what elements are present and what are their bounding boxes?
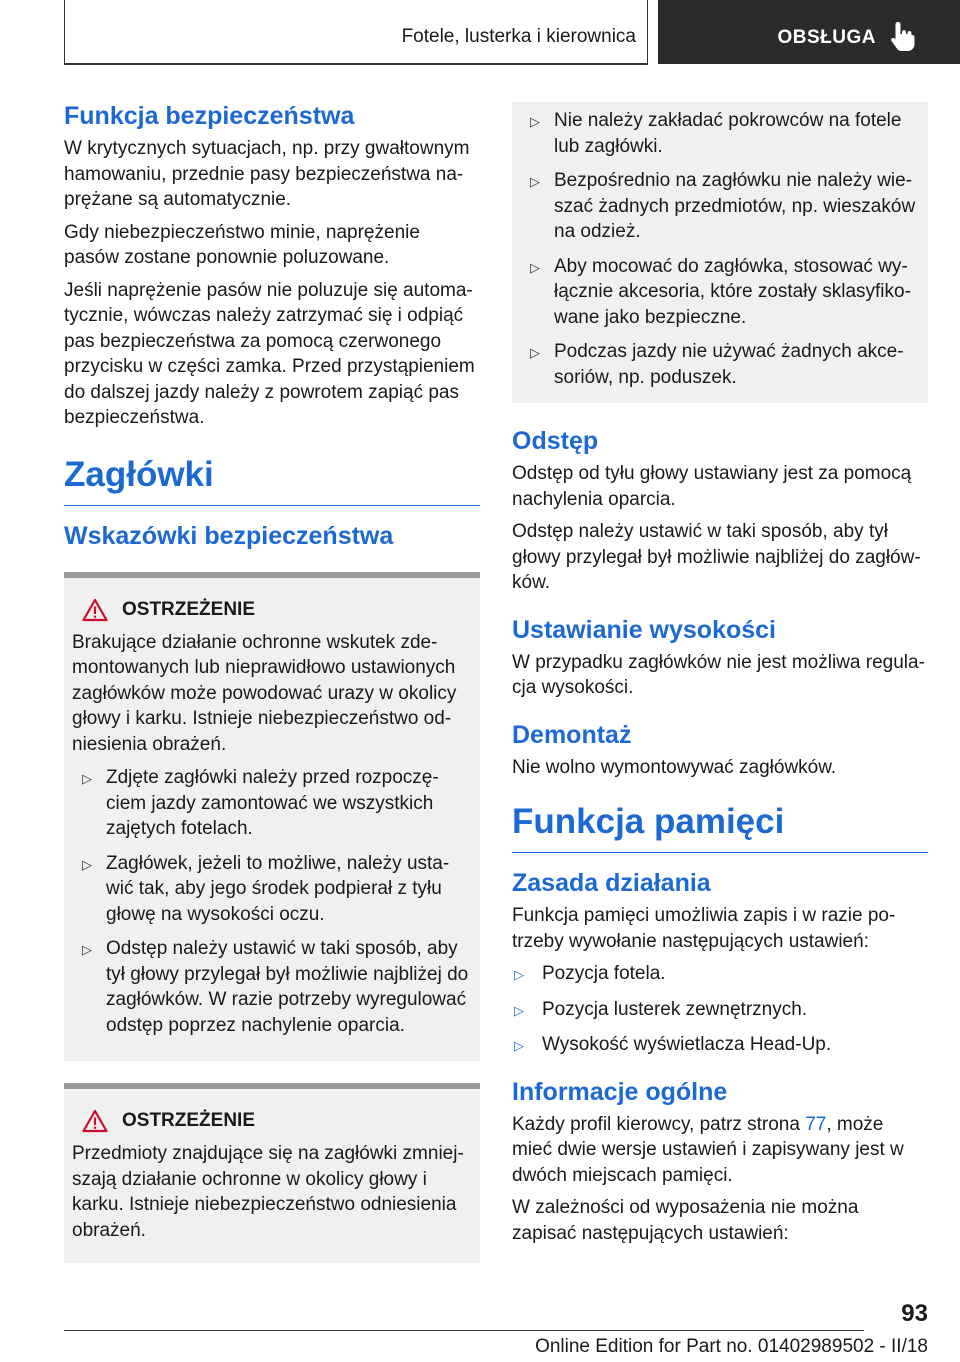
warning-title <box>72 1107 470 1135</box>
list-item: ▷ Zagłówek, jeżeli to możliwe, należy ustawić tak, aby jego środek podpierał z tyłu głowę na wysokości oczu. <box>82 852 450 925</box>
left-column <box>64 100 480 1263</box>
triangle-bullet-icon: ▷ <box>530 114 540 129</box>
list-item: ▷ Wysokość wyświetlacza Head-Up. <box>512 1032 928 1058</box>
section-heading-principle: Zasada działania <box>512 869 711 897</box>
triangle-bullet-icon: ▷ <box>530 345 540 360</box>
list-item: ▷ Pozycja lusterek zewnętrznych. <box>512 997 928 1023</box>
warning-title-text: OSTRZEŻENIE <box>122 1110 256 1131</box>
triangle-bullet-icon: ▷ <box>82 771 92 786</box>
page-header <box>0 0 960 66</box>
warning-list <box>520 108 918 390</box>
hand-pointer-icon <box>888 20 920 54</box>
list-item: ▷ Aby mocować do zagłówka, stosować wyłącznie akcesoria, które zostały sklasyfikowane jako bezpieczne. <box>530 255 911 328</box>
header-divider <box>647 0 648 64</box>
principle-list <box>512 961 928 1058</box>
list-item: ▷ Zdjęte zagłówki należy przed rozpoczęciem jazdy zamontować we wszystkich zajętych fotelach. <box>82 767 439 839</box>
paragraph: Jeśli naprężenie pasów nie poluzuje się automatycznie, wówczas należy zatrzymać się i odpiąć pas bezpieczeństwa za pomocą czerwonego przycisku w części zamka. Przed przystąpieniem do dalszej jazdy należy z powrotem zapiąć pas bezpieczeństwa. <box>64 279 475 428</box>
page-reference-link[interactable]: 77 <box>805 1113 827 1135</box>
list-item: ▷ Bezpośrednio na zagłówku nie należy wieszać żadnych przedmiotów, np. wieszaków na odzież. <box>530 170 916 242</box>
list-item: ▷ Pozycja fotela. <box>512 961 928 987</box>
warning-title <box>72 596 470 624</box>
triangle-bullet-icon: ▷ <box>530 174 540 189</box>
triangle-bullet-icon: ▷ <box>514 1038 524 1053</box>
triangle-bullet-icon: ▷ <box>82 856 92 872</box>
warning-box-continued <box>512 102 928 403</box>
page-number: 93 <box>901 1300 928 1327</box>
section-heading-safety-function: Funkcja bezpieczeństwa <box>64 102 355 130</box>
paragraph: Nie wolno wymontowywać zagłówków. <box>512 756 837 778</box>
warning-triangle-icon <box>82 1109 108 1133</box>
warning-box <box>64 572 480 1062</box>
warning-title-text: OSTRZEŻENIE <box>122 598 256 620</box>
section-heading-distance: Odstęp <box>512 427 599 455</box>
header-divider <box>64 63 648 65</box>
warning-text: Brakujące działanie ochronne wskutek zdemontowanych lub nieprawidłowo ustawionych zagłówków może powodować urazy w okolicy głowy i karku. Istnieje niebezpieczeństwo odniesienia obrażeń. <box>72 631 457 755</box>
list-item: ▷ Podczas jazdy nie używać żadnych akcesoriów, np. poduszek. <box>530 341 904 388</box>
warning-triangle-icon <box>82 598 108 622</box>
section-heading-safety-notes: Wskazówki bezpieczeństwa <box>64 521 394 550</box>
paragraph: W przypadku zagłówków nie jest możliwa regulacja wysokości. <box>512 651 925 698</box>
chapter-tab[interactable] <box>658 0 960 64</box>
chapter-heading-memory: Funkcja pamięci <box>512 800 928 853</box>
triangle-bullet-icon: ▷ <box>82 942 92 957</box>
warning-box <box>64 1083 480 1263</box>
paragraph: Funkcja pamięci umożliwia zapis i w razie potrzeby wywołanie następujących ustawień: <box>512 905 896 952</box>
footer-edition: Online Edition for Part no. 01402989502 - II/18 <box>535 1336 928 1357</box>
chapter-heading-headrests: Zagłówki <box>64 453 480 506</box>
footer-divider <box>64 1330 864 1331</box>
paragraph: Odstęp od tyłu głowy ustawiany jest za pomocą nachylenia oparcia. <box>512 463 912 510</box>
warning-text: Przedmioty znajdujące się na zagłówki zmniejszają działanie ochronne w okolicy głowy i karku. Istnieje niebezpieczeństwo odniesienia obrażeń. <box>72 1143 464 1241</box>
right-column <box>512 102 928 1253</box>
triangle-bullet-icon: ▷ <box>530 259 540 275</box>
list-item: ▷ Odstęp należy ustawić w taki sposób, aby tył głowy przylegał był możliwie najbliżej do zagłówków. W razie potrzeby wyregulować odstęp poprzez nachylenie oparcia. <box>82 938 469 1036</box>
triangle-bullet-icon: ▷ <box>514 967 524 982</box>
section-heading-general-info: Informacje ogólne <box>512 1077 728 1106</box>
header-section-title: Fotele, lusterka i kierownica <box>401 26 636 47</box>
section-heading-height: Ustawianie wysokości <box>512 615 777 644</box>
triangle-bullet-icon: ▷ <box>514 1002 524 1018</box>
paragraph: W zależności od wyposażenia nie można zapisać następujących ustawień: <box>512 1197 859 1244</box>
warning-list <box>72 765 470 1038</box>
paragraph: Każdy profil kierowcy, patrz strona 77, może mieć dwie wersje ustawień i zapisywany jest w dwóch miejscach pamięci. <box>512 1113 904 1186</box>
chapter-tab-label: OBSŁUGA <box>777 27 876 48</box>
section-heading-removal: Demontaż <box>512 720 632 749</box>
paragraph: Odstęp należy ustawić w taki sposób, aby tył głowy przylegał był możliwie najbliżej do zagłówków. <box>512 521 921 593</box>
list-item: ▷ Nie należy zakładać pokrowców na fotele lub zagłówki. <box>530 110 902 157</box>
paragraph: Gdy niebezpieczeństwo minie, naprężenie pasów zostane ponownie poluzowane. <box>64 221 420 268</box>
paragraph: W krytycznych sytuacjach, np. przy gwałtownym hamowaniu, przednie pasy bezpieczeństwa naprężane są automatycznie. <box>64 138 470 210</box>
